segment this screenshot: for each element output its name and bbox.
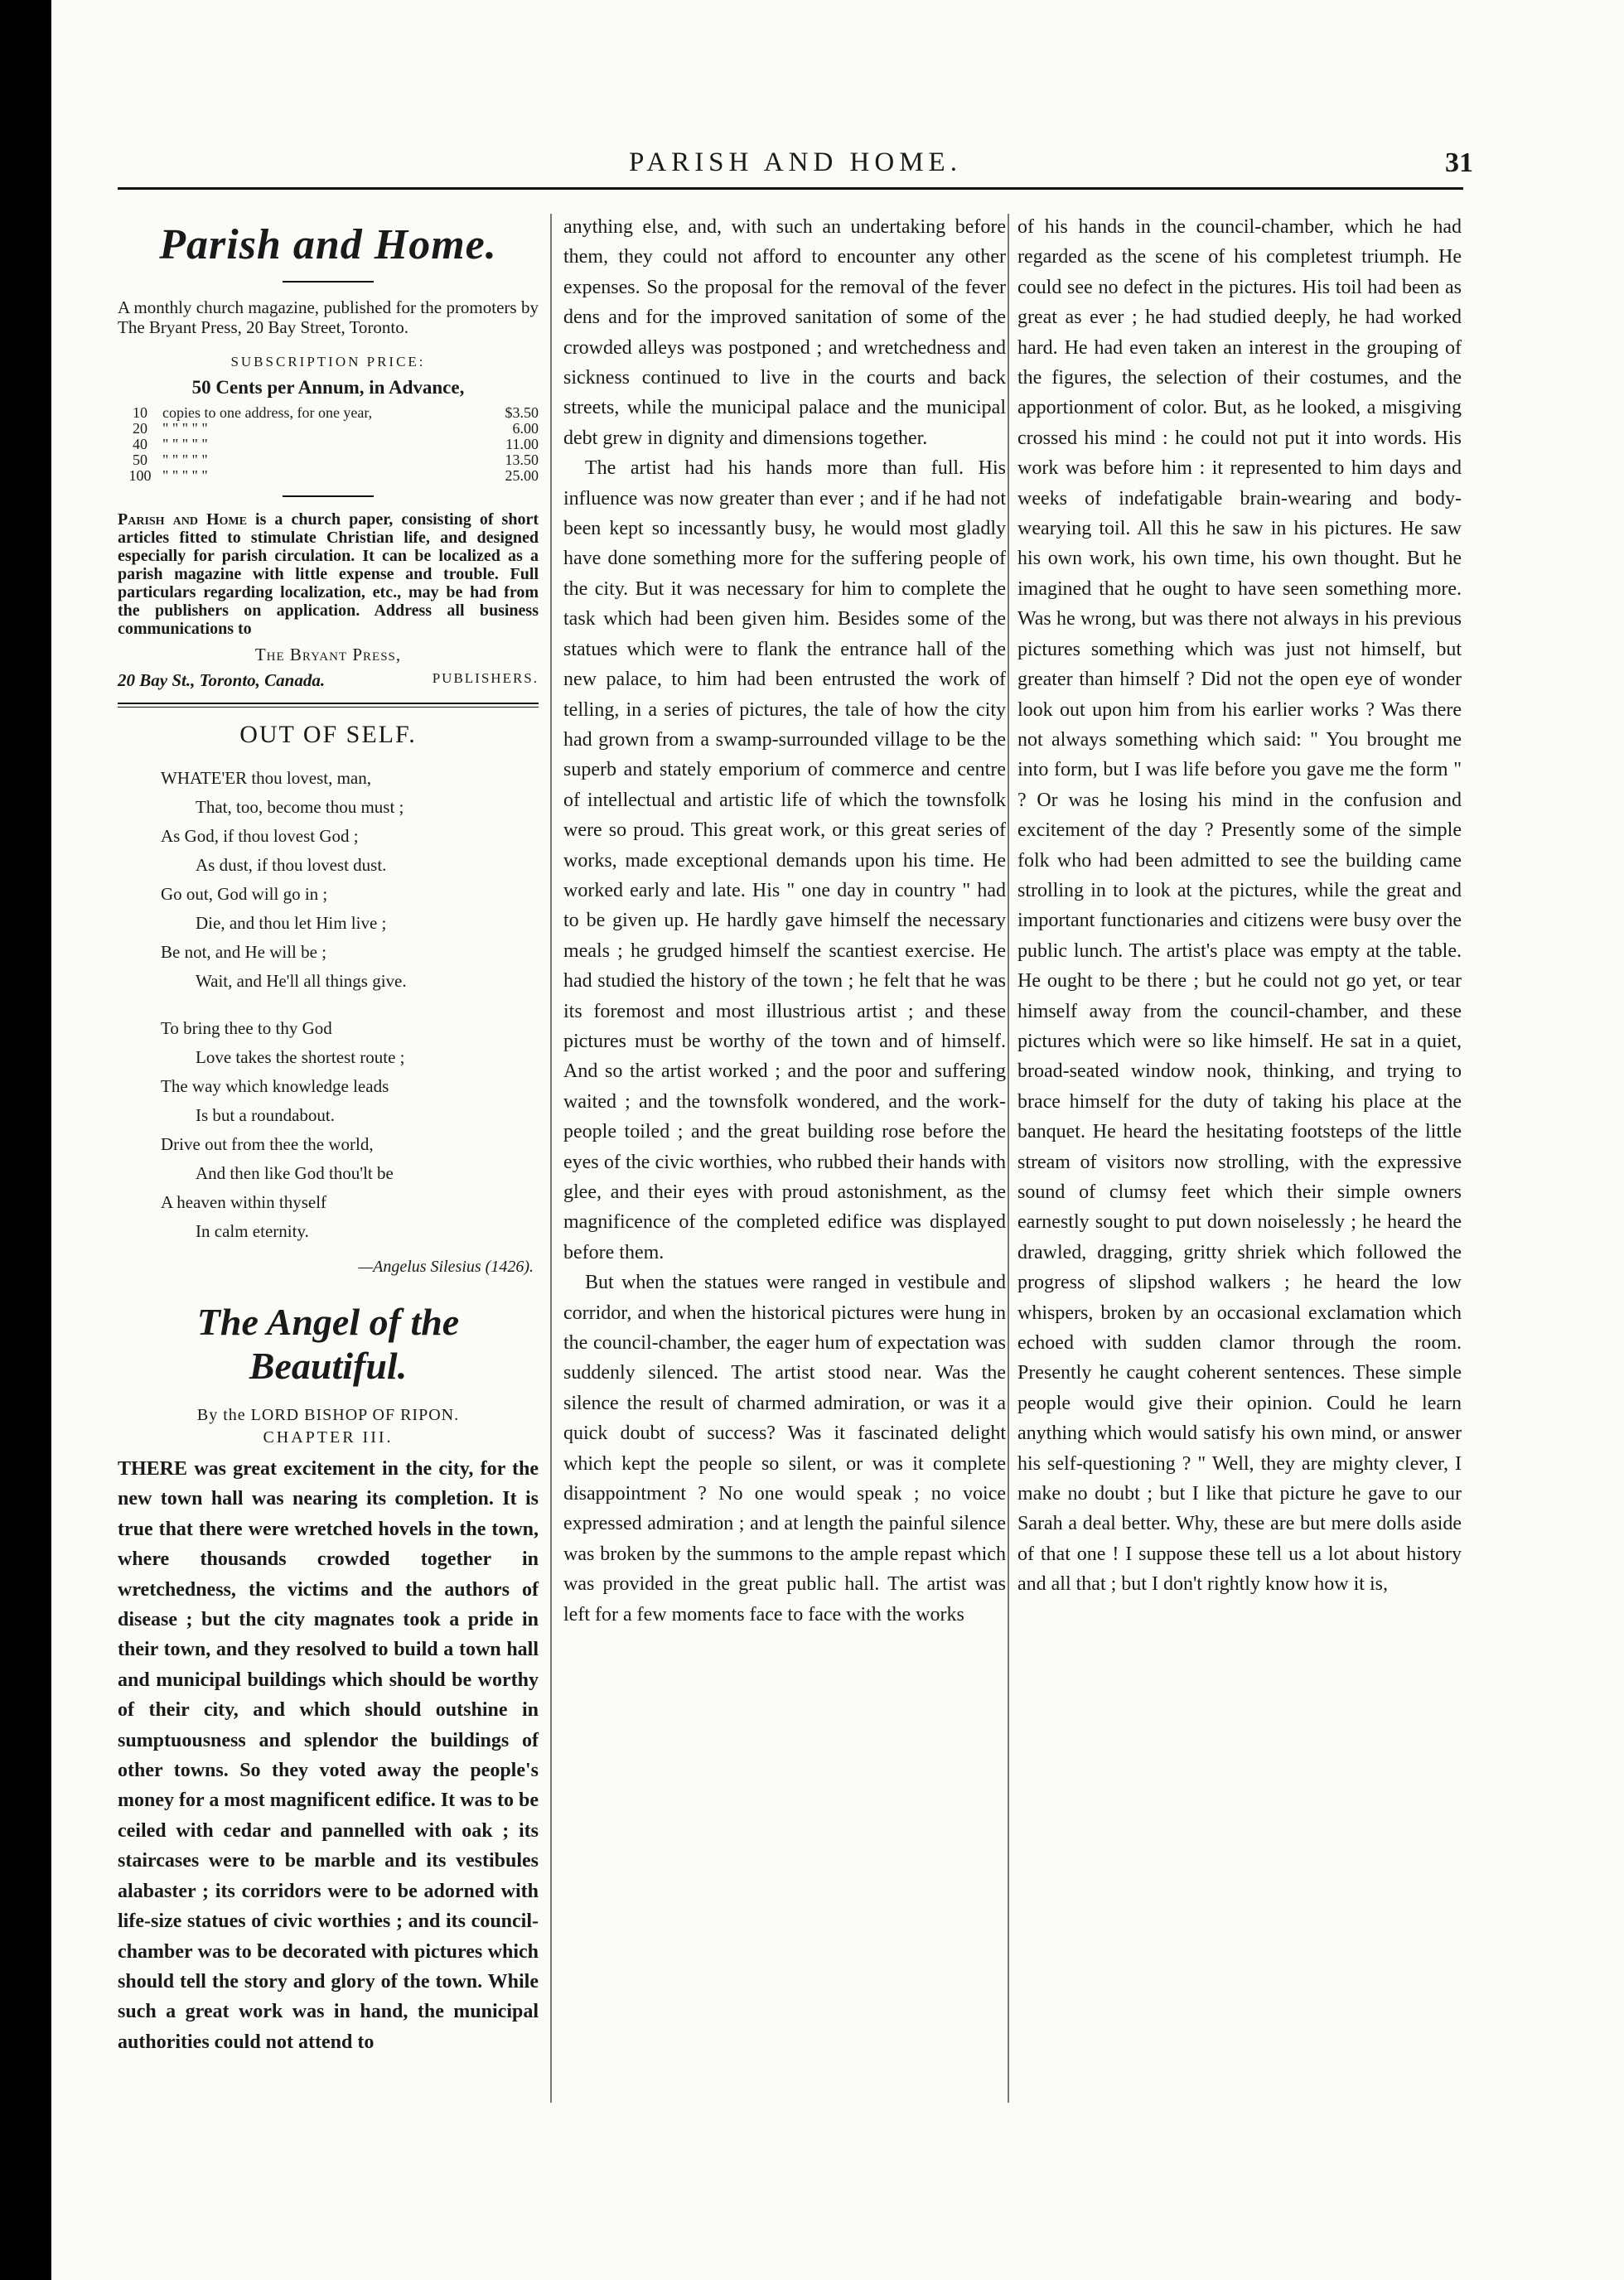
rate-row: [118, 452, 539, 468]
rate-row: [118, 421, 539, 437]
publisher-line: [118, 670, 539, 691]
rate-description: " " " " ": [162, 420, 208, 437]
rate-copies: 20: [133, 420, 147, 437]
column-left: [118, 212, 539, 2057]
poem-line: As dust, if thou lovest dust.: [196, 855, 387, 875]
rate-row: [118, 437, 539, 452]
column-middle: [563, 212, 1006, 1630]
poem-line: Drive out from thee the world,: [161, 1134, 374, 1154]
poem-credit: —Angelus Silesius (1426).: [358, 1258, 534, 1276]
column-divider: [550, 214, 552, 2103]
poem-line: Wait, and He'll all things give.: [196, 971, 407, 991]
about-lead: Parish and Home: [118, 510, 247, 529]
poem-line: That, too, become thou must ;: [196, 797, 404, 817]
poem-line: Be not, and He will be ;: [161, 942, 327, 962]
rate-description: " " " " ": [162, 436, 208, 452]
rate-copies: 10: [133, 404, 147, 421]
poem-line: In calm eternity.: [196, 1221, 309, 1241]
about-text: is a church paper, consisting of short articles fitted to stimulate Christian life, and designed especially for parish circulation. It can be localized as a parish magazine with little expense and trouble. Full particulars regarding localization, etc., may be had from the publishers on application. Address all business communications to: [118, 510, 539, 638]
rule: [283, 281, 374, 283]
article-paragraph: But when the statues were ranged in vestibule and corridor, and when the historical pictures were hung in the council-chamber, the eager hum of expectation was suddenly silenced. The artist stood near. Was the silence the result of charmed admiration, or was it a quick doubt of success? Was it fascinated delight which kept the people so silent, or was it complete disappointment ? No one would speak ; no voice expressed admiration ; and at length the painful silence was broken by the summons to the ample repast which was provided in the great public hall. The artist was left for a few moments face to face with the works: [563, 1272, 1006, 1625]
rule: [283, 495, 374, 497]
article-paragraph: anything else, and, with such an undertaking before them, they could not afford to encounter any other expenses. So the proposal for the removal of the fever dens and for the improved sanitation of some of the crowded alleys was postponed ; and wretchedness and sickness continued to live in the courts and back streets, while the municipal palace and the municipal debt grew in dignity and dimensions together.: [563, 216, 1006, 449]
rates-table: [118, 405, 539, 484]
about-paragraph: [118, 510, 539, 638]
header-rule: [118, 187, 1463, 190]
poem-line: To bring thee to thy God: [161, 1018, 332, 1038]
publisher-label: PUBLISHERS.: [432, 670, 539, 686]
rate-price: 13.50: [505, 452, 539, 468]
poem-line: And then like God thou'lt be: [196, 1163, 394, 1183]
rate-description: " " " " ": [162, 467, 208, 484]
article-paragraph: of his hands in the council-chamber, which he had regarded as the scene of his completest triumph. He could see no defect in the pictures. His toil had been as great as ever ; he had studied deeply, he had worked hard. He had even taken an interest in the grouping of the figures, the selection of their costumes, and the apportionment of color. But, as he looked, a misgiving crossed his mind : he could not put it into words. His work was before him : it represented to him days and weeks of indefatigable brain-wearing and body-wearying toil. All this he saw in his pictures. He saw his own work, his own time, his own thought. But he imagined that he ought to have seen something more. Was he wrong, but was there not always in his previous pictures something which was just not himself, but greater than himself ? Did not the open eye of wonder look out upon him from his earlier works ? Was there not always something which said: " You brought me into form, but I was life before you gave me the form " ? Or was he losing his mind in the confusion and excitement of the day ? Presently some of the simple folk who had been admitted to see the building came strolling in to look at the pictures, while the great and important functionaries and citizens were busy over the public lunch. The artist's place was empty at the table. He ought to be there ; but he could not go yet, or tear himself away from the council-chamber, and these pictures which were so like himself. He sat in a quiet, broad-seated window nook, thinking, and trying to brace himself for the duty of taking his place at the banquet. He heard the hesitating footsteps of the little stream of visitors now strolling, with the expressive sound of clumsy feet which their simple owners earnestly sought to put down noiselessly ; he heard the drawled, dragging, gritty shriek which followed the progress of slipshod walkers ; he heard the low whispers, broken by an occasional exclamation which echoed with sudden clamor through the room. Presently he caught coherent sentences. These simple people would give their opinion. Could he learn anything which would satisfy his own mind, or answer his self-questioning ? " Well, they are mighty clever, I make no doubt ; but I like that picture he gave to our Sarah a deal better. Why, these are but mere dolls aside of that one ! I suppose these tell us a lot about history and all that ; but I don't rightly know how it is,: [1017, 216, 1462, 1596]
paragraph-text: was great excitement in the city, for the new town hall was nearing its completion. It is true that there were wretched hovels in the town, where thousands crowded together in wretchedness, the victims and the authors of disease ; but the city magnates took a pride in their town, and they resolved to build a town hall and municipal buildings which should be worthy of their city, and which should outshine in sumptuousness and splendor the buildings of other towns. So they voted away the people's money for a most magnificent edifice. It was to be ceiled with cedar and pannelled with oak ; its staircases were to be marble and its vestibules alabaster ; its corridors were to be adorned with life-size statues of civic worthies ; and its council-chamber was to be decorated with pictures which should tell the story and glory of the town. While such a great work was in hand, the municipal authorities could not attend to: [118, 1458, 539, 2053]
page-number: 31: [1445, 147, 1473, 178]
rate-description: " " " " ": [162, 452, 208, 468]
article-title: The Angel of the Beautiful.: [196, 1301, 460, 1387]
poem-line: The way which knowledge leads: [161, 1076, 389, 1096]
running-header: PARISH AND HOME.: [629, 147, 962, 177]
column-divider: [1008, 214, 1009, 2103]
double-rule: [118, 703, 539, 708]
article-paragraph: [118, 1454, 539, 2057]
rate-price: 6.00: [512, 420, 539, 437]
poem-stanza: [161, 1014, 539, 1246]
rate-copies: 50: [133, 452, 147, 468]
poem-line: Die, and thou let Him live ;: [196, 913, 387, 933]
masthead-title: Parish and Home.: [159, 221, 497, 268]
poem-line: WHATE'ER thou lovest, man,: [161, 768, 371, 788]
column-right: [1017, 212, 1462, 1600]
poem-stanza: [161, 764, 539, 996]
article-byline: By the LORD BISHOP OF RIPON.: [196, 1406, 460, 1424]
rate-price: $3.50: [505, 404, 539, 421]
poem-line: As God, if thou lovest God ;: [161, 826, 359, 846]
subscription-heading: SUBSCRIPTION PRICE:: [230, 354, 426, 370]
poem-title: OUT OF SELF.: [239, 721, 417, 748]
poem-line: Love takes the shortest route ;: [196, 1047, 405, 1067]
poem-line: Is but a roundabout.: [196, 1105, 335, 1125]
poem-line: Go out, God will go in ;: [161, 884, 328, 904]
masthead-description: A monthly church magazine, published for the promoters by The Bryant Press, 20 Bay Street, Toronto.: [118, 297, 539, 337]
article-chapter: CHAPTER III.: [263, 1428, 394, 1447]
rate-price: 11.00: [505, 436, 539, 452]
rate-description: copies to one address, for one year,: [162, 404, 373, 421]
rate-price: 25.00: [505, 467, 539, 484]
rate-row: [118, 405, 539, 421]
publisher-address: 20 Bay St., Toronto, Canada.: [118, 670, 326, 690]
publisher-name: The Bryant Press,: [254, 645, 402, 664]
rate-row: [118, 468, 539, 484]
rate-copies: 100: [128, 467, 152, 484]
drop-lead: THERE: [118, 1458, 188, 1480]
article-paragraph: The artist had his hands more than full. His influence was now greater than ever ; and if he had not been kept so incessantly busy, he would most gladly have done something more for the suffering people of the city. But it was necessary for him to complete the task which had been given him. Besides some of the statues which were to flank the entrance hall of the new palace, to him had been entrusted the work of telling, in a series of pictures, the tale of how the city had grown from a swamp-surrounded village to be the superb and stately emporium of commerce and centre of intellectual and artistic life of which the townsfolk were so proud. This great work, or this great series of works, made exceptional demands upon his time. He worked early and late. His " one day in country " had to be given up. He hardly gave himself the necessary meals ; he grudged himself the scantiest exercise. He had studied the history of the town ; he felt that he was its foremost and most illustrious artist ; and these pictures must be worthy of the town and of himself. And so the artist worked ; and the poor and suffering waited ; and the townsfolk wondered, and the work-people toiled ; and the great building rose before the eyes of the civic worthies, who rubbed their hands with glee, and their eyes with proud astonishment, as the magnificence of the completed edifice was displayed before them.: [563, 457, 1006, 1263]
rate-copies: 40: [133, 436, 147, 452]
poem-line: A heaven within thyself: [161, 1192, 327, 1212]
subscription-price: 50 Cents per Annum, in Advance,: [191, 377, 465, 398]
